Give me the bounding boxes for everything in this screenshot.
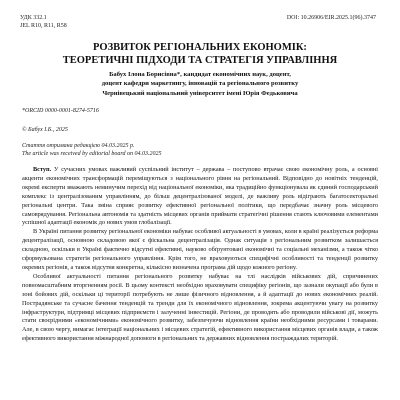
title-line-2: ТЕОРЕТИЧНІ ПІДХОДИ ТА СТРАТЕГІЯ УПРАВЛІННЯ <box>62 55 338 66</box>
orcid[interactable]: *ORCID 0000-0001-8274-5716 <box>22 108 99 114</box>
paragraph-intro <box>22 166 378 228</box>
jel-codes: JEL R10, R11, R58 <box>20 23 67 29</box>
received-date-ua: Стаття отримана редакцією 04.03.2025 р. <box>22 143 135 149</box>
section-lead: Вступ. <box>33 166 52 173</box>
author-affiliation: Чернівецький національний університет імені Юрія Федьковича <box>102 89 298 97</box>
copyright: © Бабух І.Б., 2025 <box>22 127 68 133</box>
received-date-en: The article was received by editorial board on 04.03.2025 <box>22 150 162 157</box>
udk-code: УДК 332.1 <box>20 15 47 21</box>
doi[interactable]: DOI: 10.26906/EIR.2025.1(96).3747 <box>286 15 376 21</box>
article-body <box>22 166 378 344</box>
received-dates <box>22 143 162 158</box>
paragraph-2: В Україні питання розвитку регіональної економіки набуває особливої актуальності в умовах, коли в країні реалізується реформа децентралізації, основною складовою якої є фіскальна децентралізація. Однак ситуація з регіональним розвитком залишається складною, оскільки в Україні фактично відсутні ефективні, науково обґрунтовані економічні та соціальні механізми, а також чітко сформульована стратегія регіонального управління. Крім того, не враховуються специфічні особливості та тенденції розвитку окремих регіонів, а також відсутня конкретна, кількісно визначена програма дій щодо кожного регіону. <box>22 228 378 271</box>
paragraph-3: Особливої актуальності питання регіонального розвитку набуває на тлі наслідків військових дій, спричинених повномасштабним вторгненням росії. В цьому контексті необхідно враховувати специфіку регіонів, що зазнали окупації або були в зоні бойових дій, оскільки ці території потребують не лише фізичного відновлення, а й адаптації до нових економічних реалій. Пострадянське та сучасне бачення тенденцій та тренди для їх економічного відновлення, зокрема акцентуючи увагу на розвитку інфраструктури, підтримці місцевих підприємств і залученні інвестицій. Регіони, де проводять або проводили військові дії, можуть стати своєрідними «економічними» економічного розвитку, забезпечуючи відновлення країни необхідними ресурсами і товарами. Але, в свою чергу, вимагає інтеграції національних і місцевих стратегій, ефективного використання місцевих органів влади, а також ефективного використання міжнародної допомоги в регіональних та державних відновлення постраждалих територій. <box>22 272 378 343</box>
title-line-1: РОЗВИТОК РЕГІОНАЛЬНИХ ЕКОНОМІК: <box>93 42 307 53</box>
author-block <box>0 70 400 98</box>
article-title <box>0 41 400 67</box>
author-position: доцент кафедри маркетингу, інновацій та регіонального розвитку <box>101 80 299 88</box>
author-name: Бабух Ілона Борисівна*, кандидат економічних наук, доцент, <box>109 71 291 78</box>
paragraph-1-text: У сучасних умовах важливий суспільний інститут – держава – поступово втрачає свою економічну роль, а основні акценти економічних трансформацій переміщуються з національного рівня на регіональний. Відповідно до новітніх тенденцій, окремі експерти вважають неминучим перехід від національної економіки, яка традиційно функціонувала як єдиний господарський комплекс із централізованим управлінням, до більш децентралізованої моделі, де важливу роль відіграють багатосекторальні регіональні центри. Така зміна сприяє розвитку ефективної регіональної політики, що передбачає значну роль місцевого самоврядування. Регіональна автономія та здатність місцевих органів приймати стратегічні рішення стають ключовими елементами успішної адаптації економік до нових умов глобалізації. <box>22 166 379 227</box>
classification-block <box>20 14 67 30</box>
